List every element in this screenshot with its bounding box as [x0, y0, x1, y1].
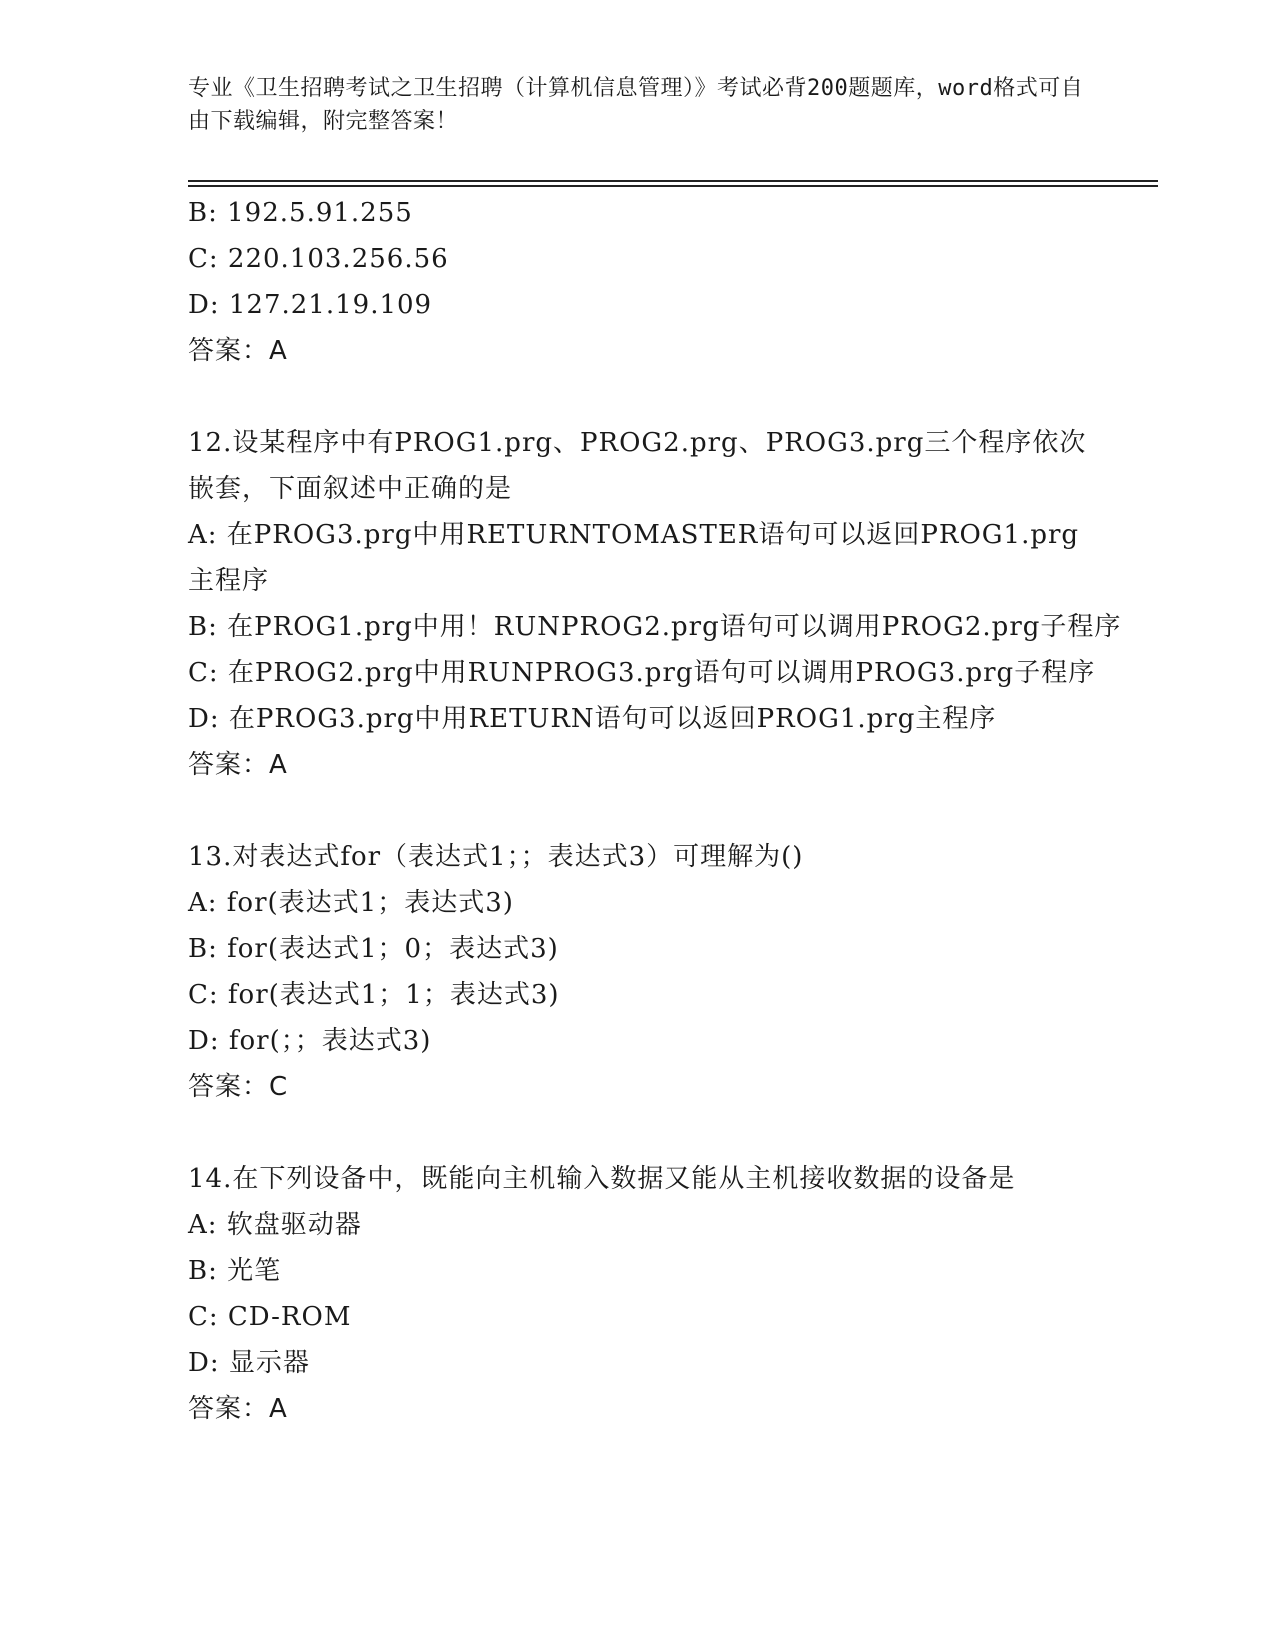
document-body — [188, 190, 1122, 1432]
answer: 答案：A — [188, 336, 288, 366]
question-12 — [188, 420, 1122, 788]
option-b: B: 192.5.91.255 — [188, 198, 413, 228]
option-d: D: 在PROG3.prg中用RETURN语句可以返回PROG1.prg主程序 — [188, 704, 997, 734]
spacer — [188, 788, 1088, 834]
option-c: C: 220.103.256.56 — [188, 244, 449, 274]
question-13 — [188, 834, 1088, 1110]
question-stem: 13.对表达式for（表达式1；；表达式3）可理解为() — [188, 842, 804, 872]
option-d: D: 127.21.19.109 — [188, 290, 433, 320]
question-14 — [188, 1156, 1088, 1432]
answer: 答案：A — [188, 750, 288, 780]
answer: 答案：C — [188, 1072, 289, 1102]
spacer — [188, 374, 1088, 420]
option-a: A: 在PROG3.prg中用RETURNTOMASTER语句可以返回PROG1.prg主程序 — [188, 520, 1080, 596]
option-d: D: 显示器 — [188, 1348, 310, 1378]
option-b: B: for(表达式1；0；表达式3) — [188, 934, 559, 964]
spacer — [188, 1110, 1088, 1156]
header-rule-top — [188, 180, 1158, 182]
question-11-continued — [188, 190, 1088, 374]
answer: 答案：A — [188, 1394, 288, 1424]
header-rule-bottom — [188, 185, 1158, 187]
option-b: B: 在PROG1.prg中用！RUNPROG2.prg语句可以调用PROG2.prg子程序 — [188, 612, 1122, 642]
option-c: C: for(表达式1；1；表达式3) — [188, 980, 560, 1010]
option-a: A: for(表达式1；表达式3) — [188, 888, 514, 918]
question-stem: 12.设某程序中有PROG1.prg、PROG2.prg、PROG3.prg三个程序依次嵌套，下面叙述中正确的是 — [188, 428, 1087, 504]
option-d: D: for(；；表达式3) — [188, 1026, 432, 1056]
option-c: C: CD-ROM — [188, 1302, 352, 1332]
question-stem: 14.在下列设备中，既能向主机输入数据又能从主机接收数据的设备是 — [188, 1164, 1016, 1194]
option-a: A: 软盘驱动器 — [188, 1210, 362, 1240]
document-header: 专业《卫生招聘考试之卫生招聘（计算机信息管理）》考试必背200题题库，word格式可自由下载编辑，附完整答案！ — [188, 76, 1084, 134]
option-c: C: 在PROG2.prg中用RUNPROG3.prg语句可以调用PROG3.prg子程序 — [188, 658, 1096, 688]
option-b: B: 光笔 — [188, 1256, 282, 1286]
